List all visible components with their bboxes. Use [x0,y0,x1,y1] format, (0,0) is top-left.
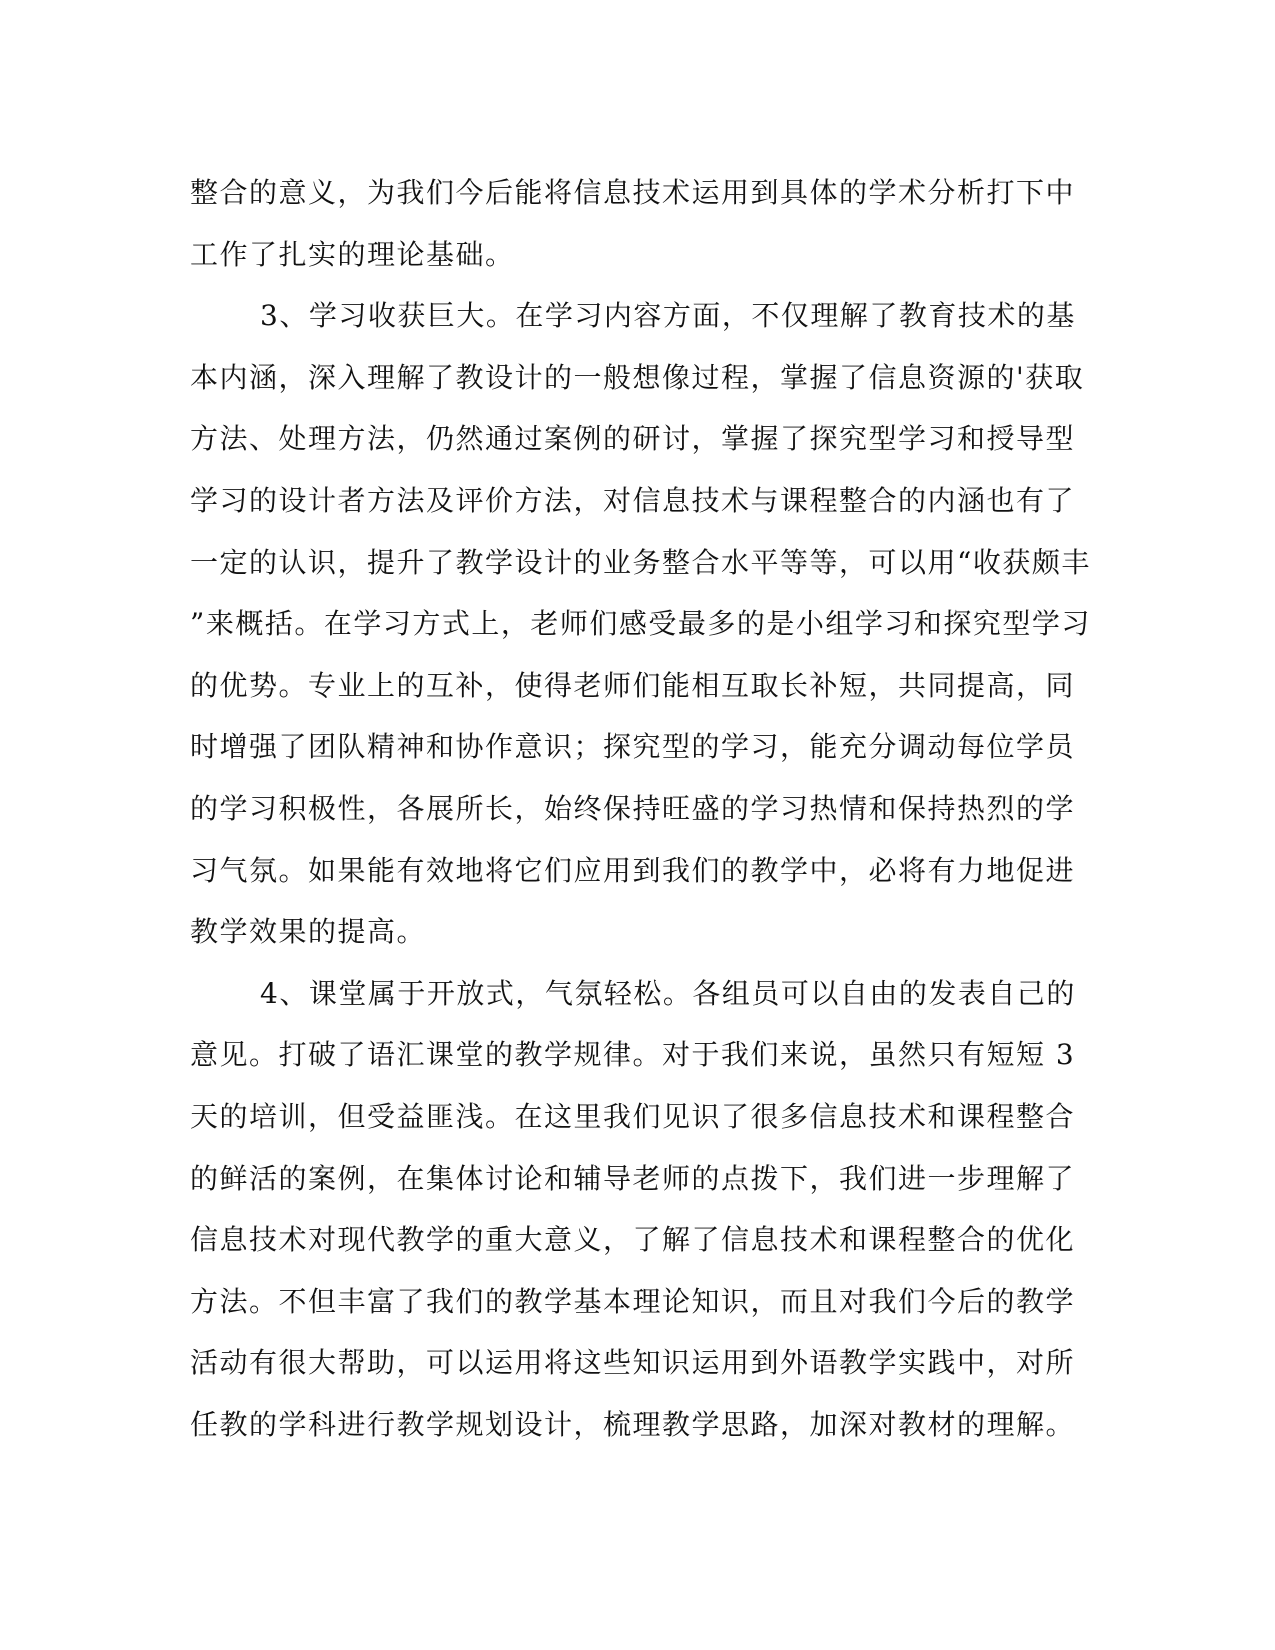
text-line: 天的培训，但受益匪浅。在这里我们见识了很多信息技术和课程整合 [190,1099,1076,1133]
body-text [190,162,1091,1455]
text-line: 方法。不但丰富了我们的教学基本理论知识，而且对我们今后的教学 [190,1284,1076,1318]
paragraph-4-start: 4、课堂属于开放式，气氛轻松。各组员可以自由的发表自己的 [260,976,1076,1010]
text-line: 习气氛。如果能有效地将它们应用到我们的教学中，必将有力地促进 [190,853,1076,887]
text-line: ”来概括。在学习方式上，老师们感受最多的是小组学习和探究型学习 [190,607,1091,641]
text-line: 整合的意义，为我们今后能将信息技术运用到具体的学术分析打下中 [190,176,1076,209]
text-line: 时增强了团队精神和协作意识；探究型的学习，能充分调动每位学员 [190,730,1076,764]
text-line: 活动有很大帮助，可以运用将这些知识运用到外语教学实践中，对所 [190,1346,1076,1380]
text-line: 的优势。专业上的互补，使得老师们能相互取长补短，共同提高，同 [190,668,1076,702]
text-line: 意见。打破了语汇课堂的教学规律。对于我们来说，虽然只有短短 3 [190,1038,1076,1072]
paragraph-3-start: 3、学习收获巨大。在学习内容方面，不仅理解了教育技术的基 [260,299,1076,333]
text-line: 工作了扎实的理论基础。 [190,237,515,271]
text-line: 的学习积极性，各展所长，始终保持旺盛的学习热情和保持热烈的学 [190,791,1076,825]
text-line: 学习的设计者方法及评价方法，对信息技术与课程整合的内涵也有了 [190,483,1076,517]
text-line: 的鲜活的案例，在集体讨论和辅导老师的点拨下，我们进一步理解了 [190,1161,1076,1195]
text-line: 方法、处理方法，仍然通过案例的研讨，掌握了探究型学习和授导型 [190,422,1076,456]
text-line: 一定的认识，提升了教学设计的业务整合水平等等，可以用“收获颇丰 [190,545,1091,579]
text-line: 信息技术对现代教学的重大意义，了解了信息技术和课程整合的优化 [190,1223,1076,1257]
text-line: 教学效果的提高。 [190,915,427,949]
text-line: 本内涵，深入理解了教设计的一般想像过程，掌握了信息资源的'获取 [190,360,1085,394]
text-line: 任教的学科进行教学规划设计，梳理教学思路，加深对教材的理解。 [190,1407,1076,1441]
